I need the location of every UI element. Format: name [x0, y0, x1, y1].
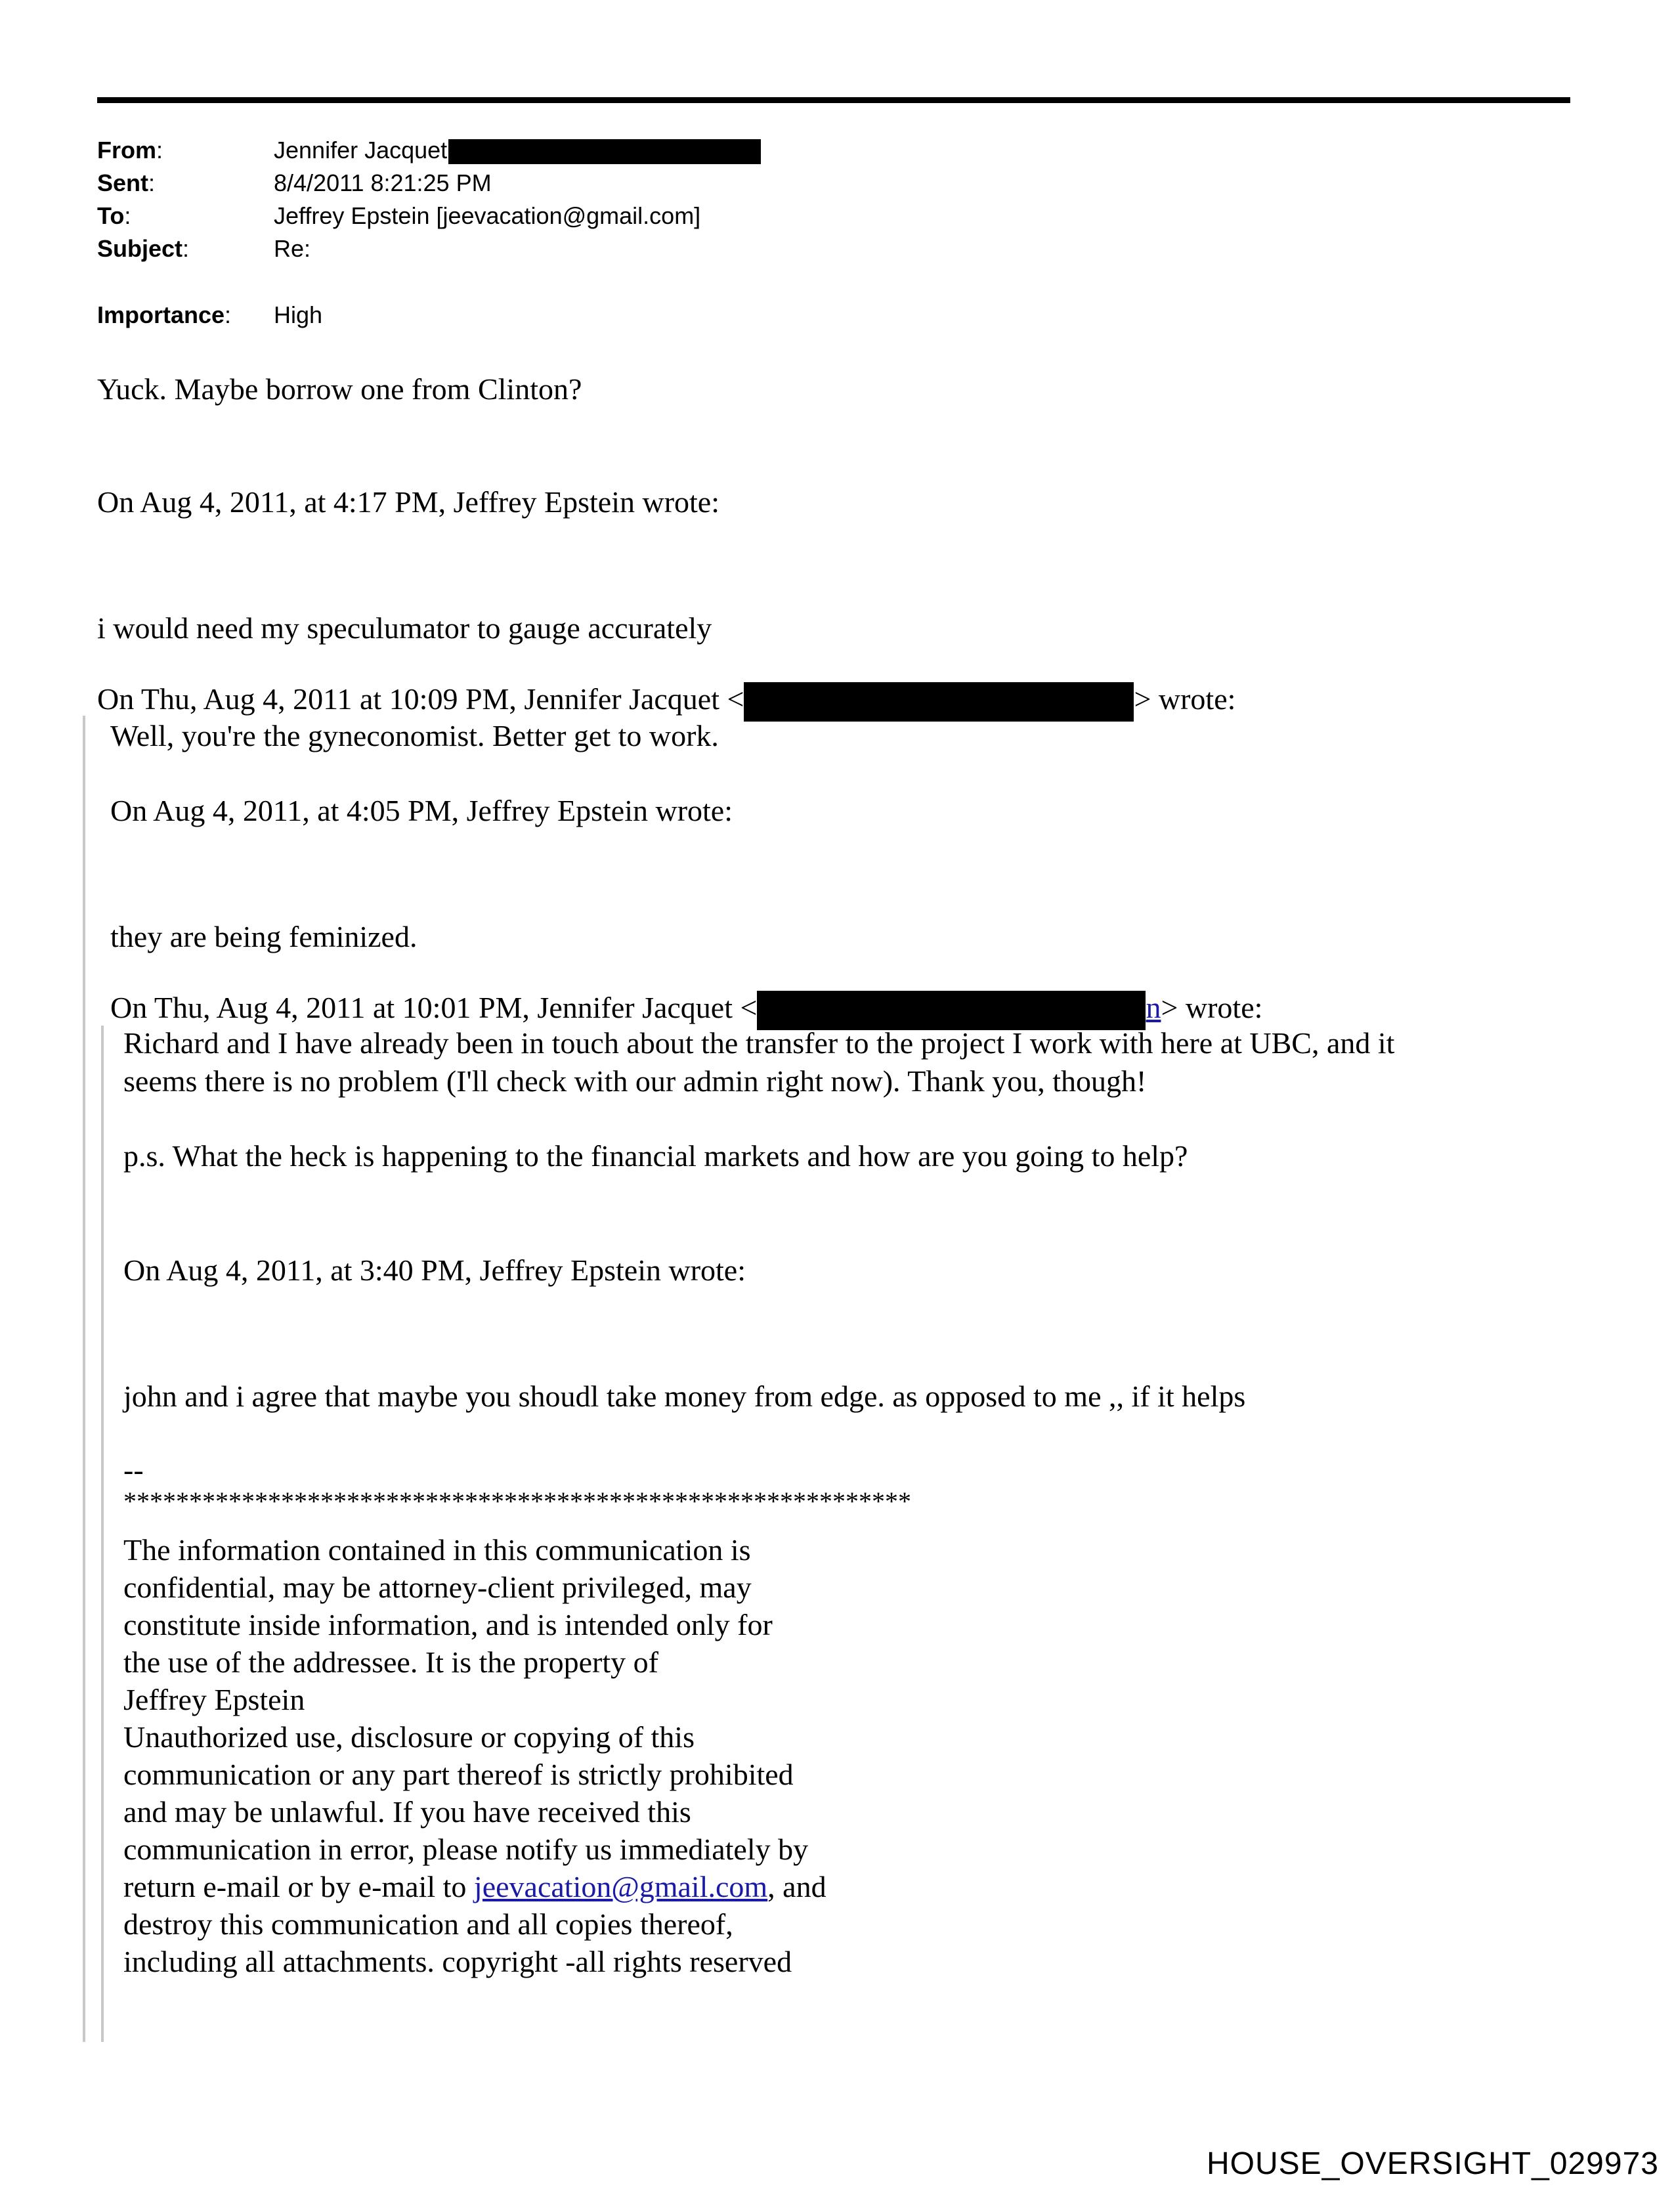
- quoted-message: Well, you're the gyneconomist. Better get to work.: [110, 719, 719, 752]
- attribution-line: On Aug 4, 2011, at 4:05 PM, Jeffrey Epstein wrote:: [110, 794, 733, 827]
- disclaimer-line: Unauthorized use, disclosure or copying of this: [123, 1720, 695, 1754]
- to-value: Jeffrey Epstein [jeevacation@gmail.com]: [274, 202, 701, 229]
- email-link[interactable]: jeevacation@gmail.com: [473, 1870, 768, 1903]
- quoted-message: john and i agree that maybe you shoudl take money from edge. as opposed to me ,, if it helps: [123, 1379, 1246, 1413]
- disclaimer-line: including all attachments. copyright -all rights reserved: [123, 1945, 792, 1978]
- quote-bar-level-2: [101, 1026, 104, 2042]
- signature-dashes: --: [123, 1453, 144, 1486]
- quote-bar-level-1: [83, 716, 85, 2042]
- attribution-line: On Aug 4, 2011, at 4:17 PM, Jeffrey Epstein wrote:: [97, 485, 720, 519]
- redaction-block: [744, 682, 1134, 722]
- attribution-line: On Aug 4, 2011, at 3:40 PM, Jeffrey Epstein wrote:: [123, 1253, 746, 1287]
- quoted-message: Richard and I have already been in touch about the transfer to the project I work with here at UBC, and it: [123, 1026, 1395, 1060]
- quoted-message: p.s. What the heck is happening to the financial markets and how are you going to help?: [123, 1139, 1188, 1173]
- quoted-message: seems there is no problem (I'll check with our admin right now). Thank you, though!: [123, 1064, 1147, 1098]
- from-label: From:: [97, 137, 163, 163]
- to-label: To:: [97, 202, 131, 229]
- subject-value: Re:: [274, 235, 311, 262]
- quoted-message: i would need my speculumator to gauge accurately: [97, 611, 712, 645]
- disclaimer-line: destroy this communication and all copies thereof,: [123, 1907, 733, 1941]
- redaction-block: [448, 139, 761, 164]
- subject-label: Subject:: [97, 235, 190, 262]
- disclaimer-line-email: return e-mail or by e-mail to jeevacation@gmail.com, and: [123, 1870, 826, 1903]
- attribution-line-redacted: On Thu, Aug 4, 2011 at 10:01 PM, Jennifer Jacquet < n> wrote:: [110, 989, 1262, 1030]
- bates-stamp: HOUSE_OVERSIGHT_029973: [1207, 2146, 1659, 2181]
- disclaimer-line: Jeffrey Epstein: [123, 1683, 305, 1716]
- sent-label: Sent:: [97, 169, 156, 196]
- signature-stars: ************************************************************: [123, 1486, 911, 1516]
- attribution-line-redacted: On Thu, Aug 4, 2011 at 10:09 PM, Jennifer Jacquet < > wrote:: [97, 680, 1235, 722]
- from-value: Jennifer Jacquet: [274, 134, 761, 167]
- disclaimer-line: The information contained in this communication is: [123, 1533, 751, 1567]
- disclaimer-line: communication in error, please notify us immediately by: [123, 1832, 809, 1866]
- disclaimer-line: communication or any part thereof is strictly prohibited: [123, 1758, 794, 1791]
- quoted-message: they are being feminized.: [110, 920, 418, 953]
- importance-label: Importance:: [97, 301, 232, 328]
- disclaimer-line: and may be unlawful. If you have received this: [123, 1795, 691, 1829]
- top-rule: [97, 97, 1570, 103]
- reply-text: Yuck. Maybe borrow one from Clinton?: [97, 372, 582, 406]
- disclaimer-line: confidential, may be attorney-client privileged, may: [123, 1571, 752, 1604]
- importance-value: High: [274, 301, 323, 328]
- disclaimer-line: constitute inside information, and is intended only for: [123, 1608, 773, 1641]
- disclaimer-line: the use of the addressee. It is the property of: [123, 1645, 658, 1679]
- email-link[interactable]: n: [1146, 991, 1161, 1024]
- sent-value: 8/4/2011 8:21:25 PM: [274, 169, 492, 196]
